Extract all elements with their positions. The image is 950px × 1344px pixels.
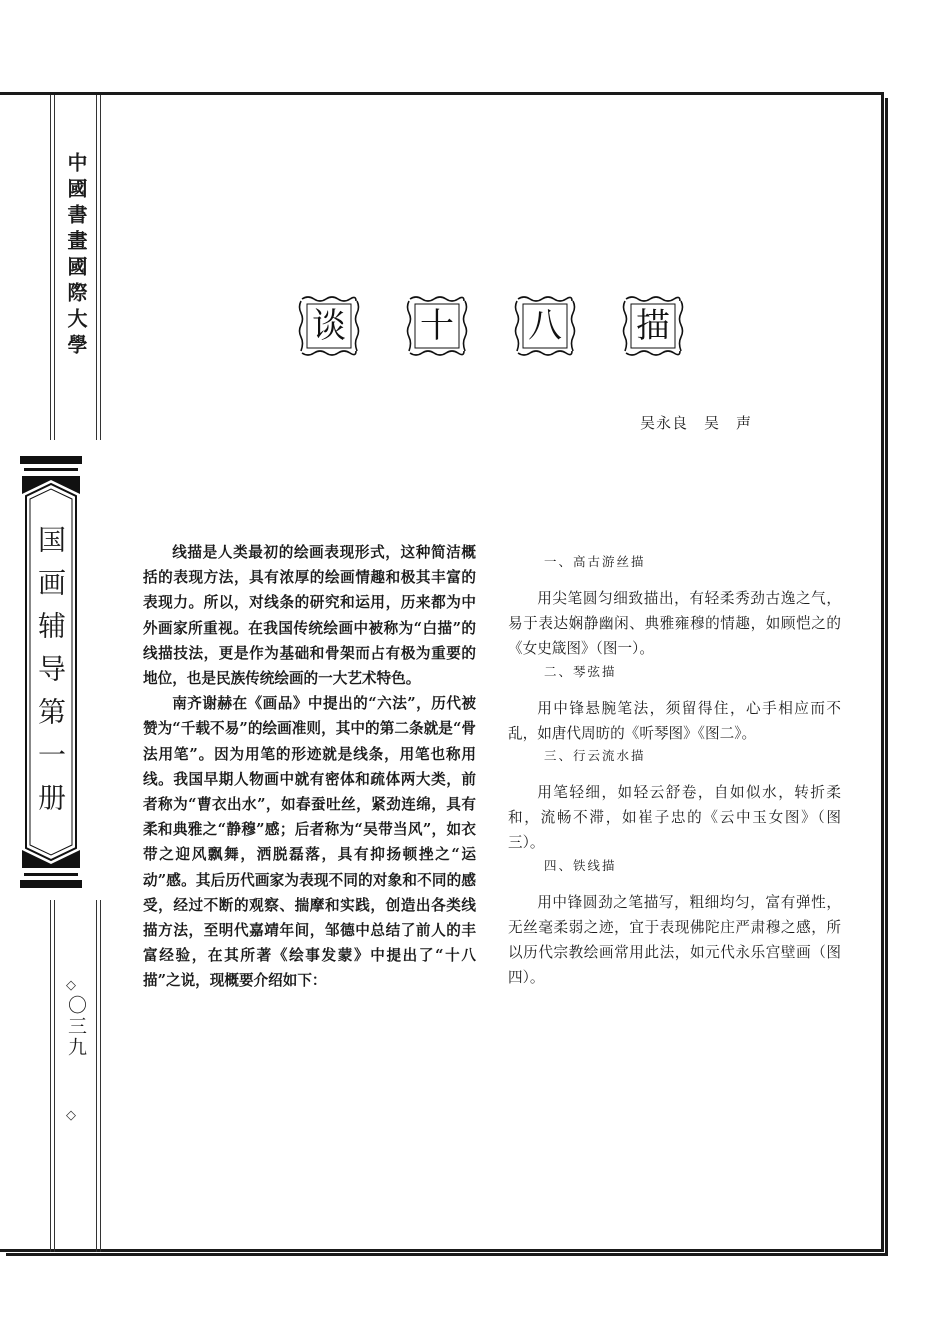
sidebar-rule [54,95,55,440]
section-body: 用笔轻细，如轻云舒卷，自如似水，转折柔和，流畅不滞，如崔子忠的《云中玉女图》（图三）。 [508,784,841,852]
sidebar-rule [50,95,51,440]
title-char: 谈 [312,306,346,346]
section-heading: 四、铁线描 [544,857,617,873]
series-title: 国画辅导第一册 [34,525,67,826]
page-frame-bottom [0,1249,884,1252]
article-title [296,293,688,359]
title-char-box [404,293,470,359]
sidebar-rule [96,900,97,1252]
section-body: 用尖笔圆匀细致描出，有轻柔秀劲古逸之气，易于表达娴静幽闲、典雅雍穆的情趣，如顾恺之的《女史箴图》（图一）。 [508,590,841,658]
title-char-box [512,293,578,359]
body-paragraph: 南齐谢赫在《画品》中提出的“六法”，历代被赞为“千载不易”的绘画准则，其中的第二条就是“骨法用笔”。因为用笔的形迹就是线条，用笔也称用线。我国早期人物画中就有密体和疏体两大类，前者称为“曹衣出水”，如春蚕吐丝，紧劲连绵，具有柔和典雅之“静穆”感；后者称为“吴带当风”，如衣带之迎风飘舞，洒脱磊落，具有抑扬顿挫之“运动”感。其后历代画家为表现不同的对象和不同的感受，经过不断的观察、揣摩和实践，创造出各类线描方法，至明代嘉靖年间，邹德中总结了前人的丰富经验，在其所著《绘事发蒙》中提出了“十八描”之说，现概要介绍如下： [143,695,476,990]
body-paragraph: 线描是人类最初的绘画表现形式，这种简洁概括的表现方法，具有浓厚的绘画情趣和极其丰富的表现力。所以，对线条的研究和运用，历来都为中外画家所重视。在我国传统绘画中被称为“白描”的线描技法，更是作为基础和骨架而占有极为重要的地位，也是民族传统绘画的一大艺术特色。 [143,544,476,688]
section-heading: 二、琴弦描 [544,663,617,679]
diamond-ornament: ◇ [66,978,76,993]
page-frame-bottom-shadow [6,1253,888,1256]
title-char: 描 [636,306,670,346]
article-authors: 吴永良 吴 声 [640,414,753,432]
title-char-box [296,293,362,359]
right-column [508,552,841,990]
title-char: 八 [528,306,562,346]
diamond-ornament: ◇ [66,1108,76,1123]
page-frame-top [0,92,884,95]
section-body: 用中锋圆劲之笔描写，粗细均匀，富有弹性，无丝毫柔弱之迹，宜于表现佛陀庄严肃穆之感，所以历代宗教绘画常用此法，如元代永乐宫壁画（图四）。 [508,893,841,987]
section-body: 用中锋悬腕笔法，须留得住，心手相应而不乱，如唐代周昉的《听琴图》《图二》。 [508,699,841,742]
page-frame-right [881,92,884,1252]
page-number: 〇三九 [65,995,87,1058]
section-heading: 一、高古游丝描 [544,554,646,569]
left-column [143,540,476,994]
title-char-box [620,293,686,359]
sidebar-rule [54,900,55,1252]
section-heading: 三、行云流水描 [544,748,646,764]
school-name: 中國書畫國際大學 [64,152,88,360]
sidebar-rule [100,900,101,1252]
sidebar-rule [100,95,101,440]
title-char: 十 [420,306,454,346]
page-frame-right-shadow [885,98,888,1256]
sidebar-rule [96,95,97,440]
sidebar-rule [50,900,51,1252]
